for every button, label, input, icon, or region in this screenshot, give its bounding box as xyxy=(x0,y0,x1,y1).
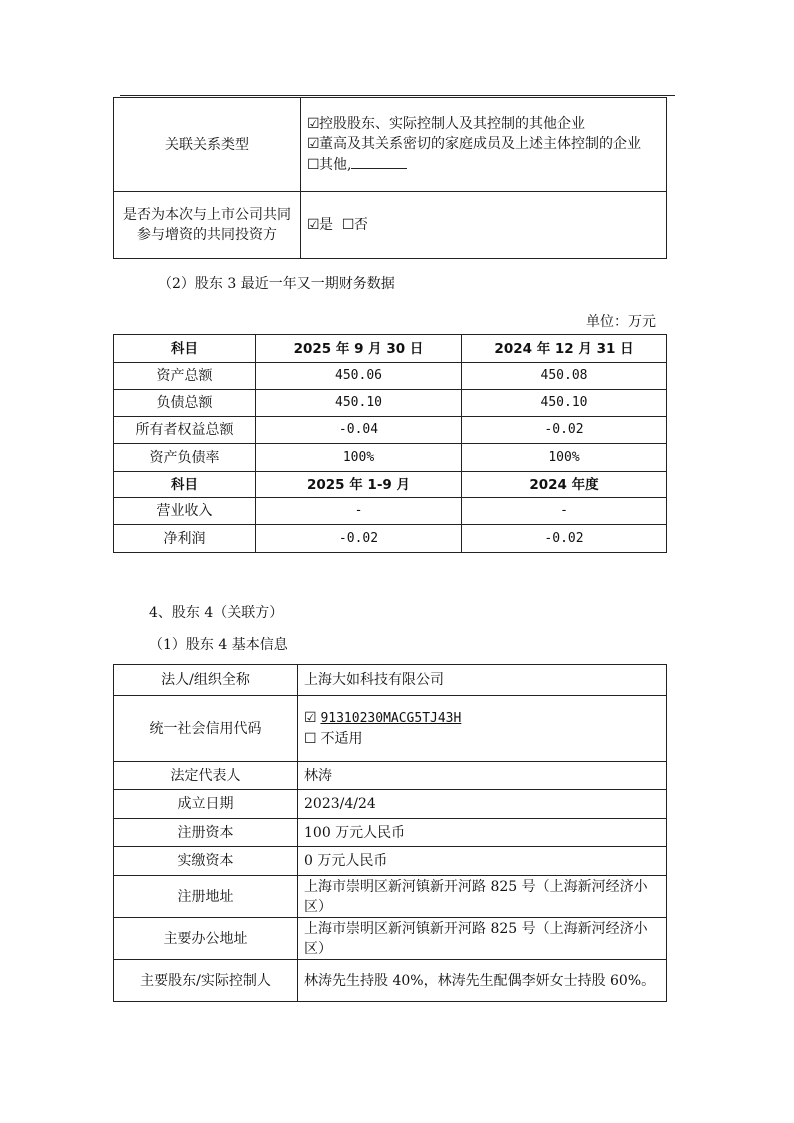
credit-code-na: 不适用 xyxy=(320,731,363,747)
checkbox-checked-icon[interactable]: ☑ xyxy=(307,136,320,152)
checkbox-checked-icon[interactable]: ☑ xyxy=(307,217,320,233)
cell-value: 450.06 xyxy=(256,363,462,390)
registered-address-label: 注册地址 xyxy=(114,876,298,918)
relation-type-label: 关联关系类型 xyxy=(114,98,301,192)
legal-rep-value: 林涛 xyxy=(298,762,667,790)
relation-option-2: 董高及其关系密切的家庭成员及上述主体控制的企业 xyxy=(319,136,641,152)
cell-value: 450.10 xyxy=(256,390,462,417)
section-title-financial: （2）股东 3 最近一年又一期财务数据 xyxy=(158,276,395,292)
row-label: 营业收入 xyxy=(114,498,256,525)
row-label: 负债总额 xyxy=(114,390,256,417)
checkbox-unchecked-icon[interactable]: ☐ xyxy=(307,157,320,173)
registered-capital-label: 注册资本 xyxy=(114,819,298,847)
other-blank-field[interactable] xyxy=(351,154,407,169)
cell-value: -0.02 xyxy=(256,525,462,553)
unit-label: 单位：万元 xyxy=(586,314,656,330)
cell-value: - xyxy=(462,498,667,525)
registered-capital-value: 100 万元人民币 xyxy=(298,819,667,847)
row-label: 净利润 xyxy=(114,525,256,553)
checkbox-checked-icon[interactable]: ☑ xyxy=(304,710,317,726)
cell-value: - xyxy=(256,498,462,525)
co-investor-yes: 是 xyxy=(319,217,333,233)
section-subtitle-basic-info: （1）股东 4 基本信息 xyxy=(149,637,288,653)
financial-table xyxy=(113,334,667,553)
org-name-label: 法人/组织全称 xyxy=(114,665,298,696)
main-shareholder-value: 林涛先生持股 40%，林涛先生配偶李妍女士持股 60%。 xyxy=(298,960,667,1002)
header-rule xyxy=(120,95,675,96)
header-date-1: 2025 年 9 月 30 日 xyxy=(256,335,462,363)
relation-option-3: 其他, xyxy=(319,157,352,173)
relationship-table xyxy=(113,97,667,259)
main-shareholder-label: 主要股东/实际控制人 xyxy=(114,960,298,1002)
checkbox-unchecked-icon[interactable]: ☐ xyxy=(341,217,355,233)
basic-info-table xyxy=(113,664,667,1002)
cell-value: -0.02 xyxy=(462,417,667,444)
cell-value: 100% xyxy=(462,444,667,472)
header-period-1: 2025 年 1-9 月 xyxy=(256,472,462,498)
founded-date-label: 成立日期 xyxy=(114,790,298,819)
relation-option-1: 控股股东、实际控制人及其控制的其他企业 xyxy=(319,116,585,132)
office-address-label: 主要办公地址 xyxy=(114,918,298,960)
paid-capital-value: 0 万元人民币 xyxy=(298,847,667,876)
header-period-2: 2024 年度 xyxy=(462,472,667,498)
header-date-2: 2024 年 12 月 31 日 xyxy=(462,335,667,363)
section-title-shareholder4: 4、股东 4（关联方） xyxy=(149,605,284,621)
row-label: 资产总额 xyxy=(114,363,256,390)
cell-value: 450.10 xyxy=(462,390,667,417)
cell-value: 450.08 xyxy=(462,363,667,390)
credit-code-options xyxy=(298,696,667,762)
founded-date-value: 2023/4/24 xyxy=(298,790,667,819)
relation-type-options xyxy=(301,98,667,192)
registered-address-value: 上海市崇明区新河镇新开河路 825 号（上海新河经济小区） xyxy=(298,876,667,918)
checkbox-unchecked-icon[interactable]: ☐ xyxy=(304,731,317,747)
header-subject: 科目 xyxy=(114,472,256,498)
header-subject: 科目 xyxy=(114,335,256,363)
row-label: 所有者权益总额 xyxy=(114,417,256,444)
co-investor-options xyxy=(301,192,667,259)
checkbox-checked-icon[interactable]: ☑ xyxy=(307,116,320,132)
credit-code-label: 统一社会信用代码 xyxy=(114,696,298,762)
paid-capital-label: 实缴资本 xyxy=(114,847,298,876)
office-address-value: 上海市崇明区新河镇新开河路 825 号（上海新河经济小区） xyxy=(298,918,667,960)
co-investor-label: 是否为本次与上市公司共同参与增资的共同投资方 xyxy=(114,192,301,259)
org-name-value: 上海大如科技有限公司 xyxy=(298,665,667,696)
cell-value: -0.02 xyxy=(462,525,667,553)
cell-value: -0.04 xyxy=(256,417,462,444)
legal-rep-label: 法定代表人 xyxy=(114,762,298,790)
cell-value: 100% xyxy=(256,444,462,472)
credit-code-value: 91310230MACG5TJ43H xyxy=(320,711,462,726)
co-investor-no: 否 xyxy=(353,217,368,233)
row-label: 资产负债率 xyxy=(114,444,256,472)
